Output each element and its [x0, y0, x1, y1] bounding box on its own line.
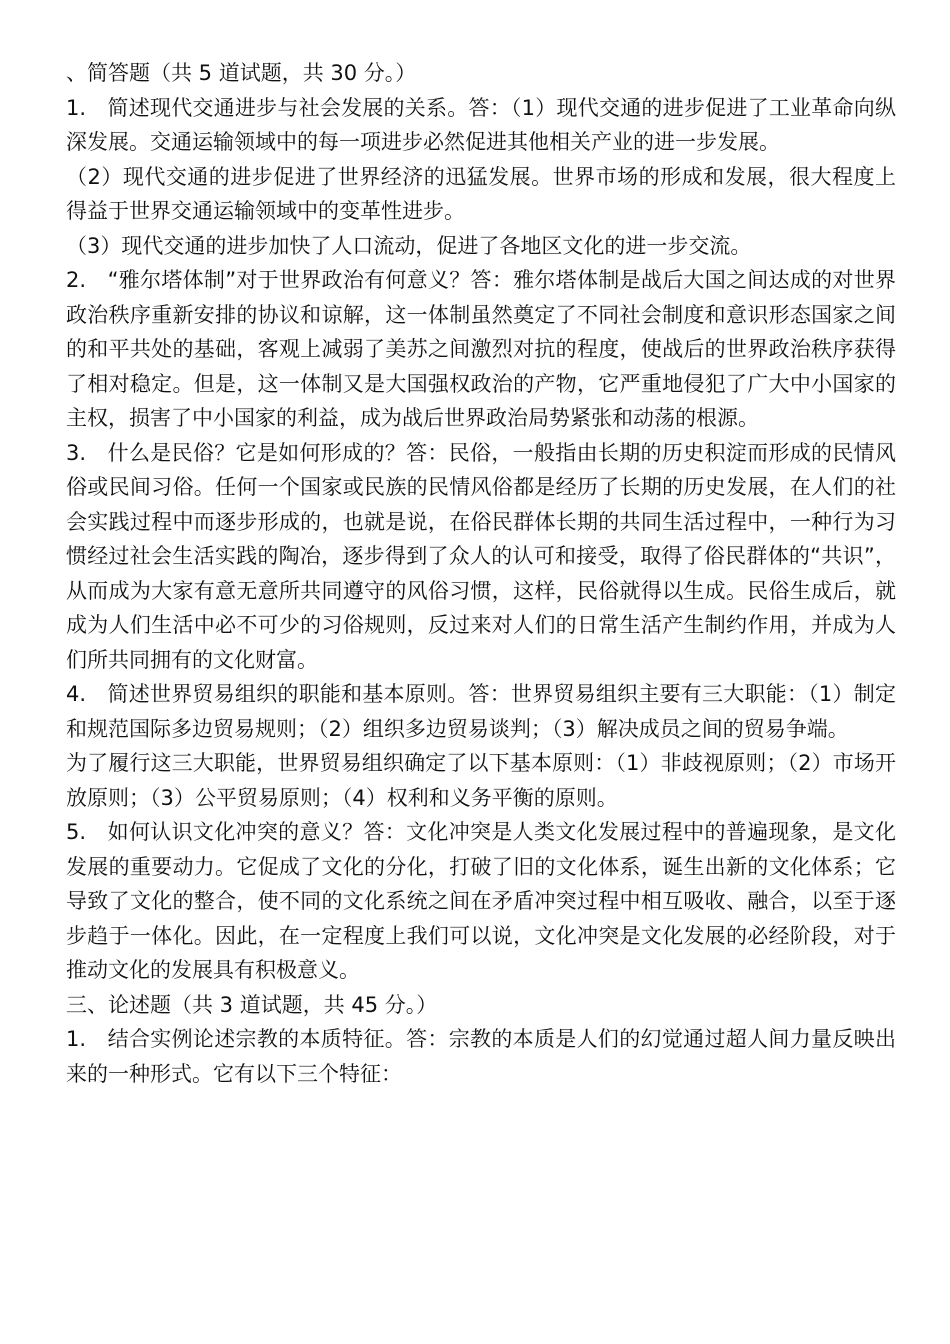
question-1: 1. 简述现代交通进步与社会发展的关系。答：（1）现代交通的进步促进了工业革命向纵深发展。交通运输领域中的每一项进步必然促进其他相关产业的进一步发展。 — [66, 95, 896, 154]
question-3: 3. 什么是民俗？它是如何形成的？答：民俗，一般指由长期的历史积淀而形成的民情风俗或民间习俗。任何一个国家或民族的民情风俗都是经历了长期的历史发展，在人们的社会实践过程中而逐步形成的，也就是说，在俗民群体长期的共同生活过程中，一种行为习惯经过社会生活实践的陶冶，逐步得到了众人的认可和接受，取得了俗民群体的“共识”，从而成为大家有意无意所共同遵守的风俗习惯，这样，民俗就得以生成。民俗生成后，就成为人们生活中必不可少的习俗规则，反过来对人们的日常生活产生制约作用，并成为人们所共同拥有的文化财富。 — [66, 440, 896, 672]
essay-question-1: 1. 结合实例论述宗教的本质特征。答：宗教的本质是人们的幻觉通过超人间力量反映出来的一种形式。它有以下三个特征： — [66, 1027, 896, 1086]
question-4: 4. 简述世界贸易组织的职能和基本原则。答：世界贸易组织主要有三大职能：（1）制定和规范国际多边贸易规则；（2）组织多边贸易谈判；（3）解决成员之间的贸易争端。 — [66, 682, 896, 741]
question-1-point-3: （3）现代交通的进步加快了人口流动，促进了各地区文化的进一步交流。 — [66, 233, 752, 258]
question-2: 2. “雅尔塔体制”对于世界政治有何意义？答：雅尔塔体制是战后大国之间达成的对世界政治秩序重新安排的协议和谅解，这一体制虽然奠定了不同社会制度和意识形态国家之间的和平共处的基础，客观上减弱了美苏之间激烈对抗的程度，使战后的世界政治秩序获得了相对稳定。但是，这一体制又是大国强权政治的产物，它严重地侵犯了广大中小国家的主权，损害了中小国家的利益，成为战后世界政治局势紧张和动荡的根源。 — [66, 268, 896, 430]
section-heading-short-answer: 、简答题（共 5 道试题，共 30 分。） — [66, 61, 417, 85]
question-4-principles: 为了履行这三大职能，世界贸易组织确定了以下基本原则：（1）非歧视原则；（2）市场开放原则；（3）公平贸易原则；（4）权利和义务平衡的原则。 — [66, 751, 896, 810]
section-heading-essay: 三、论述题（共 3 道试题，共 45 分。） — [66, 992, 438, 1017]
question-5: 5. 如何认识文化冲突的意义？答：文化冲突是人类文化发展过程中的普遍现象，是文化发展的重要动力。它促成了文化的分化，打破了旧的文化体系，诞生出新的文化体系；它导致了文化的整合，使不同的文化系统之间在矛盾冲突过程中相互吸收、融合，以至于逐步趋于一体化。因此，在一定程度上我们可以说，文化冲突是文化发展的必经阶段，对于推动文化的发展具有积极意义。 — [66, 820, 896, 982]
document-page — [66, 56, 896, 1091]
question-1-point-2: （2）现代交通的进步促进了世界经济的迅猛发展。世界市场的形成和发展，很大程度上得益于世界交通运输领域中的变革性进步。 — [66, 164, 896, 223]
